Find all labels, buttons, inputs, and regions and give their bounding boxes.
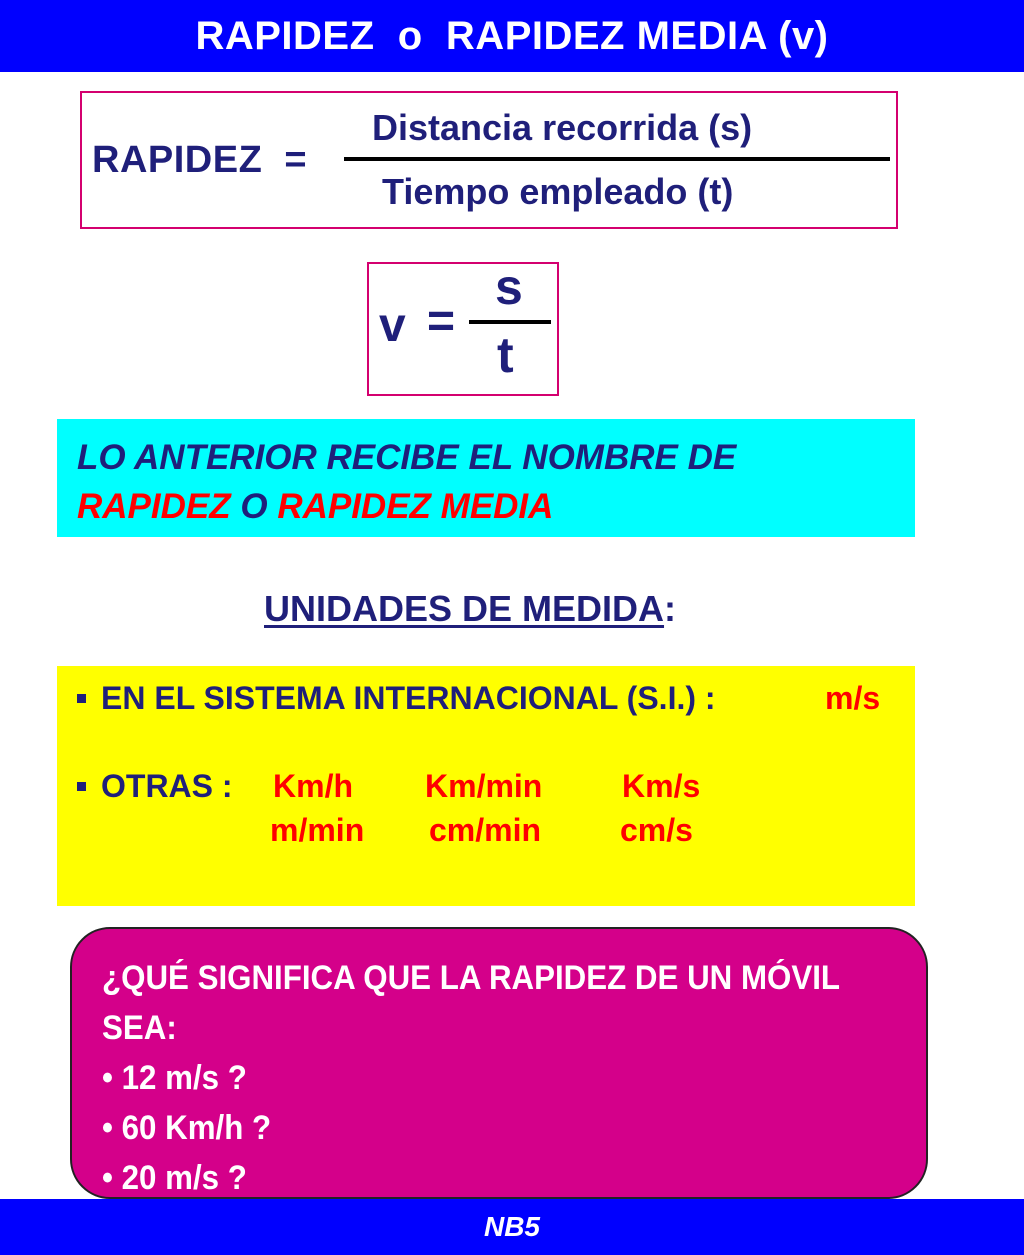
si-label: EN EL SISTEMA INTERNACIONAL (S.I.) : xyxy=(101,680,716,716)
symbol-v: v xyxy=(379,299,406,352)
symbol-equals: = xyxy=(427,295,456,348)
symbol-t: t xyxy=(497,327,514,383)
definition-connector: O xyxy=(230,487,278,526)
definition-line1: LO ANTERIOR RECIBE EL NOMBRE DE xyxy=(77,438,737,477)
units-title: UNIDADES DE MEDIDA xyxy=(264,588,665,629)
fraction-bar xyxy=(344,157,890,161)
symbol-fraction-bar xyxy=(469,320,551,324)
formula-denominator: Tiempo empleado (t) xyxy=(382,171,734,212)
formula-lhs: RAPIDEZ = xyxy=(92,139,308,181)
symbol-s: s xyxy=(495,259,523,315)
unit-km-h: Km/h xyxy=(273,768,353,804)
definition-term2: RAPIDEZ MEDIA xyxy=(277,487,554,526)
definition-term1: RAPIDEZ xyxy=(77,487,231,526)
units-heading xyxy=(264,588,676,630)
definition-line2 xyxy=(77,482,915,531)
definition-box xyxy=(57,419,915,537)
units-box xyxy=(57,666,915,906)
units-colon: : xyxy=(664,588,677,629)
question-item: • 60 Km/h ? xyxy=(102,1109,272,1147)
question-item: • 20 m/s ? xyxy=(102,1159,247,1197)
title-bar xyxy=(0,0,1024,72)
unit-cm-min: cm/min xyxy=(429,812,542,848)
page-title: RAPIDEZ o RAPIDEZ MEDIA (v) xyxy=(195,13,829,58)
formula-numerator: Distancia recorrida (s) xyxy=(372,107,753,148)
question-line1: ¿QUÉ SIGNIFICA QUE LA RAPIDEZ DE UN MÓVIL xyxy=(102,959,840,997)
square-bullet-icon xyxy=(77,694,86,703)
question-line2: SEA: xyxy=(102,1009,177,1047)
unit-km-min: Km/min xyxy=(425,768,543,804)
question-item: • 12 m/s ? xyxy=(102,1059,247,1097)
word-formula-box xyxy=(80,91,898,229)
question-box xyxy=(70,927,928,1199)
symbolic-formula-box xyxy=(367,259,559,396)
unit-cm-s: cm/s xyxy=(620,812,693,848)
unit-km-s: Km/s xyxy=(622,768,701,804)
footer-label: NB5 xyxy=(483,1211,540,1242)
square-bullet-icon xyxy=(77,782,86,791)
others-label: OTRAS : xyxy=(101,768,233,804)
footer-bar xyxy=(0,1199,1024,1255)
si-unit: m/s xyxy=(825,680,881,716)
unit-m-min: m/min xyxy=(270,812,365,848)
